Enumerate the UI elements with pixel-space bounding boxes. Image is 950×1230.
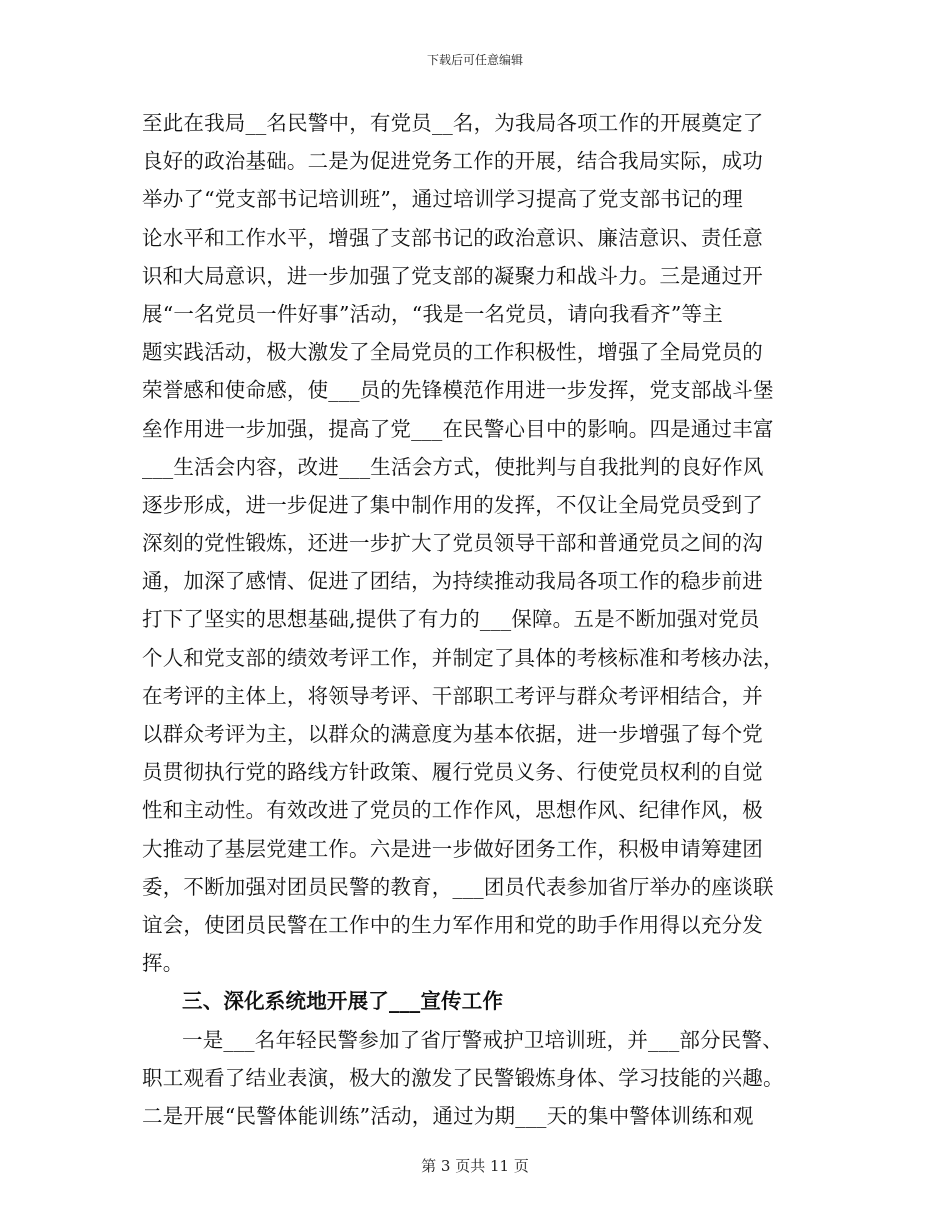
body-line: 题实践活动，极大激发了全局党员的工作积极性，增强了全局党员的 [142,340,763,365]
body-line: 深刻的党性锻炼，还进一步扩大了党员领导干部和普通党员之间的沟 [142,531,763,556]
section-line: 职工观看了结业表演，极大的激发了民警锻炼身体、学习技能的兴趣。 [142,1065,784,1090]
body-line: 举办了“党支部书记培训班”，通过培训学习提高了党支部书记的理 [142,187,743,212]
body-line: 委，不断加强对团员民警的教育，___团员代表参加省厅举办的座谈联 [142,874,774,899]
page-header: 下载后可任意编辑 [426,53,523,67]
page-footer: 第 3 页共 11 页 [421,1157,529,1175]
body-line: 谊会，使团员民警在工作中的生力军作用和党的助手作用得以充分发 [142,912,763,937]
body-line: 展“一名党员一件好事”活动，“我是一名党员，请向我看齐”等主 [142,301,723,326]
body-line: ___生活会内容，改进___生活会方式，使批判与自我批判的良好作风 [142,454,764,479]
body-line: 垒作用进一步加强，提高了党___在民警心目中的影响。四是通过丰富 [142,416,774,441]
section-heading: 三、深化系统地开展了___宣传工作 [182,989,504,1014]
body-line: 员贯彻执行党的路线方针政策、履行党员义务、行使党员权利的自觉 [142,760,763,785]
body-line: 良好的政治基础。二是为促进党务工作的开展，结合我局实际，成功 [142,149,763,174]
section-line: 一是___名年轻民警参加了省厅警戒护卫培训班，并___部分民警、 [182,1027,783,1052]
body-line: 挥。 [142,951,184,976]
body-line: 至此在我局__名民警中，有党员__名，为我局各项工作的开展奠定了 [142,111,764,135]
document-body [142,104,812,1135]
body-line: 以群众考评为主，以群众的满意度为基本依据，进一步增强了每个党 [142,722,763,746]
body-line: 个人和党支部的绩效考评工作，并制定了具体的考核标准和考核办法， [142,645,784,670]
body-line: 论水平和工作水平，增强了支部书记的政治意识、廉洁意识、责任意 [142,225,763,250]
body-line: 通，加深了感情、促进了团结，为持续推动我局各项工作的稳步前进 [142,569,763,594]
body-line: 打下了坚实的思想基础,提供了有力的___保障。五是不断加强对党员 [142,607,760,632]
body-line: 荣誉感和使命感，使___员的先锋模范作用进一步发挥，党支部战斗堡 [142,378,774,403]
body-line: 在考评的主体上，将领导考评、干部职工考评与群众考评相结合，并 [142,683,763,708]
body-line: 逐步形成，进一步促进了集中制作用的发挥，不仅让全局党员受到了 [142,492,763,517]
body-line: 性和主动性。有效改进了党员的工作作风，思想作风、纪律作风，极 [142,798,763,823]
section-line: 二是开展“民警体能训练”活动，通过为期___天的集中警体训练和观 [142,1103,754,1128]
body-line: 识和大局意识，进一步加强了党支部的凝聚力和战斗力。三是通过开 [142,263,763,288]
body-line: 大推动了基层党建工作。六是进一步做好团务工作，积极申请筹建团 [142,836,763,861]
